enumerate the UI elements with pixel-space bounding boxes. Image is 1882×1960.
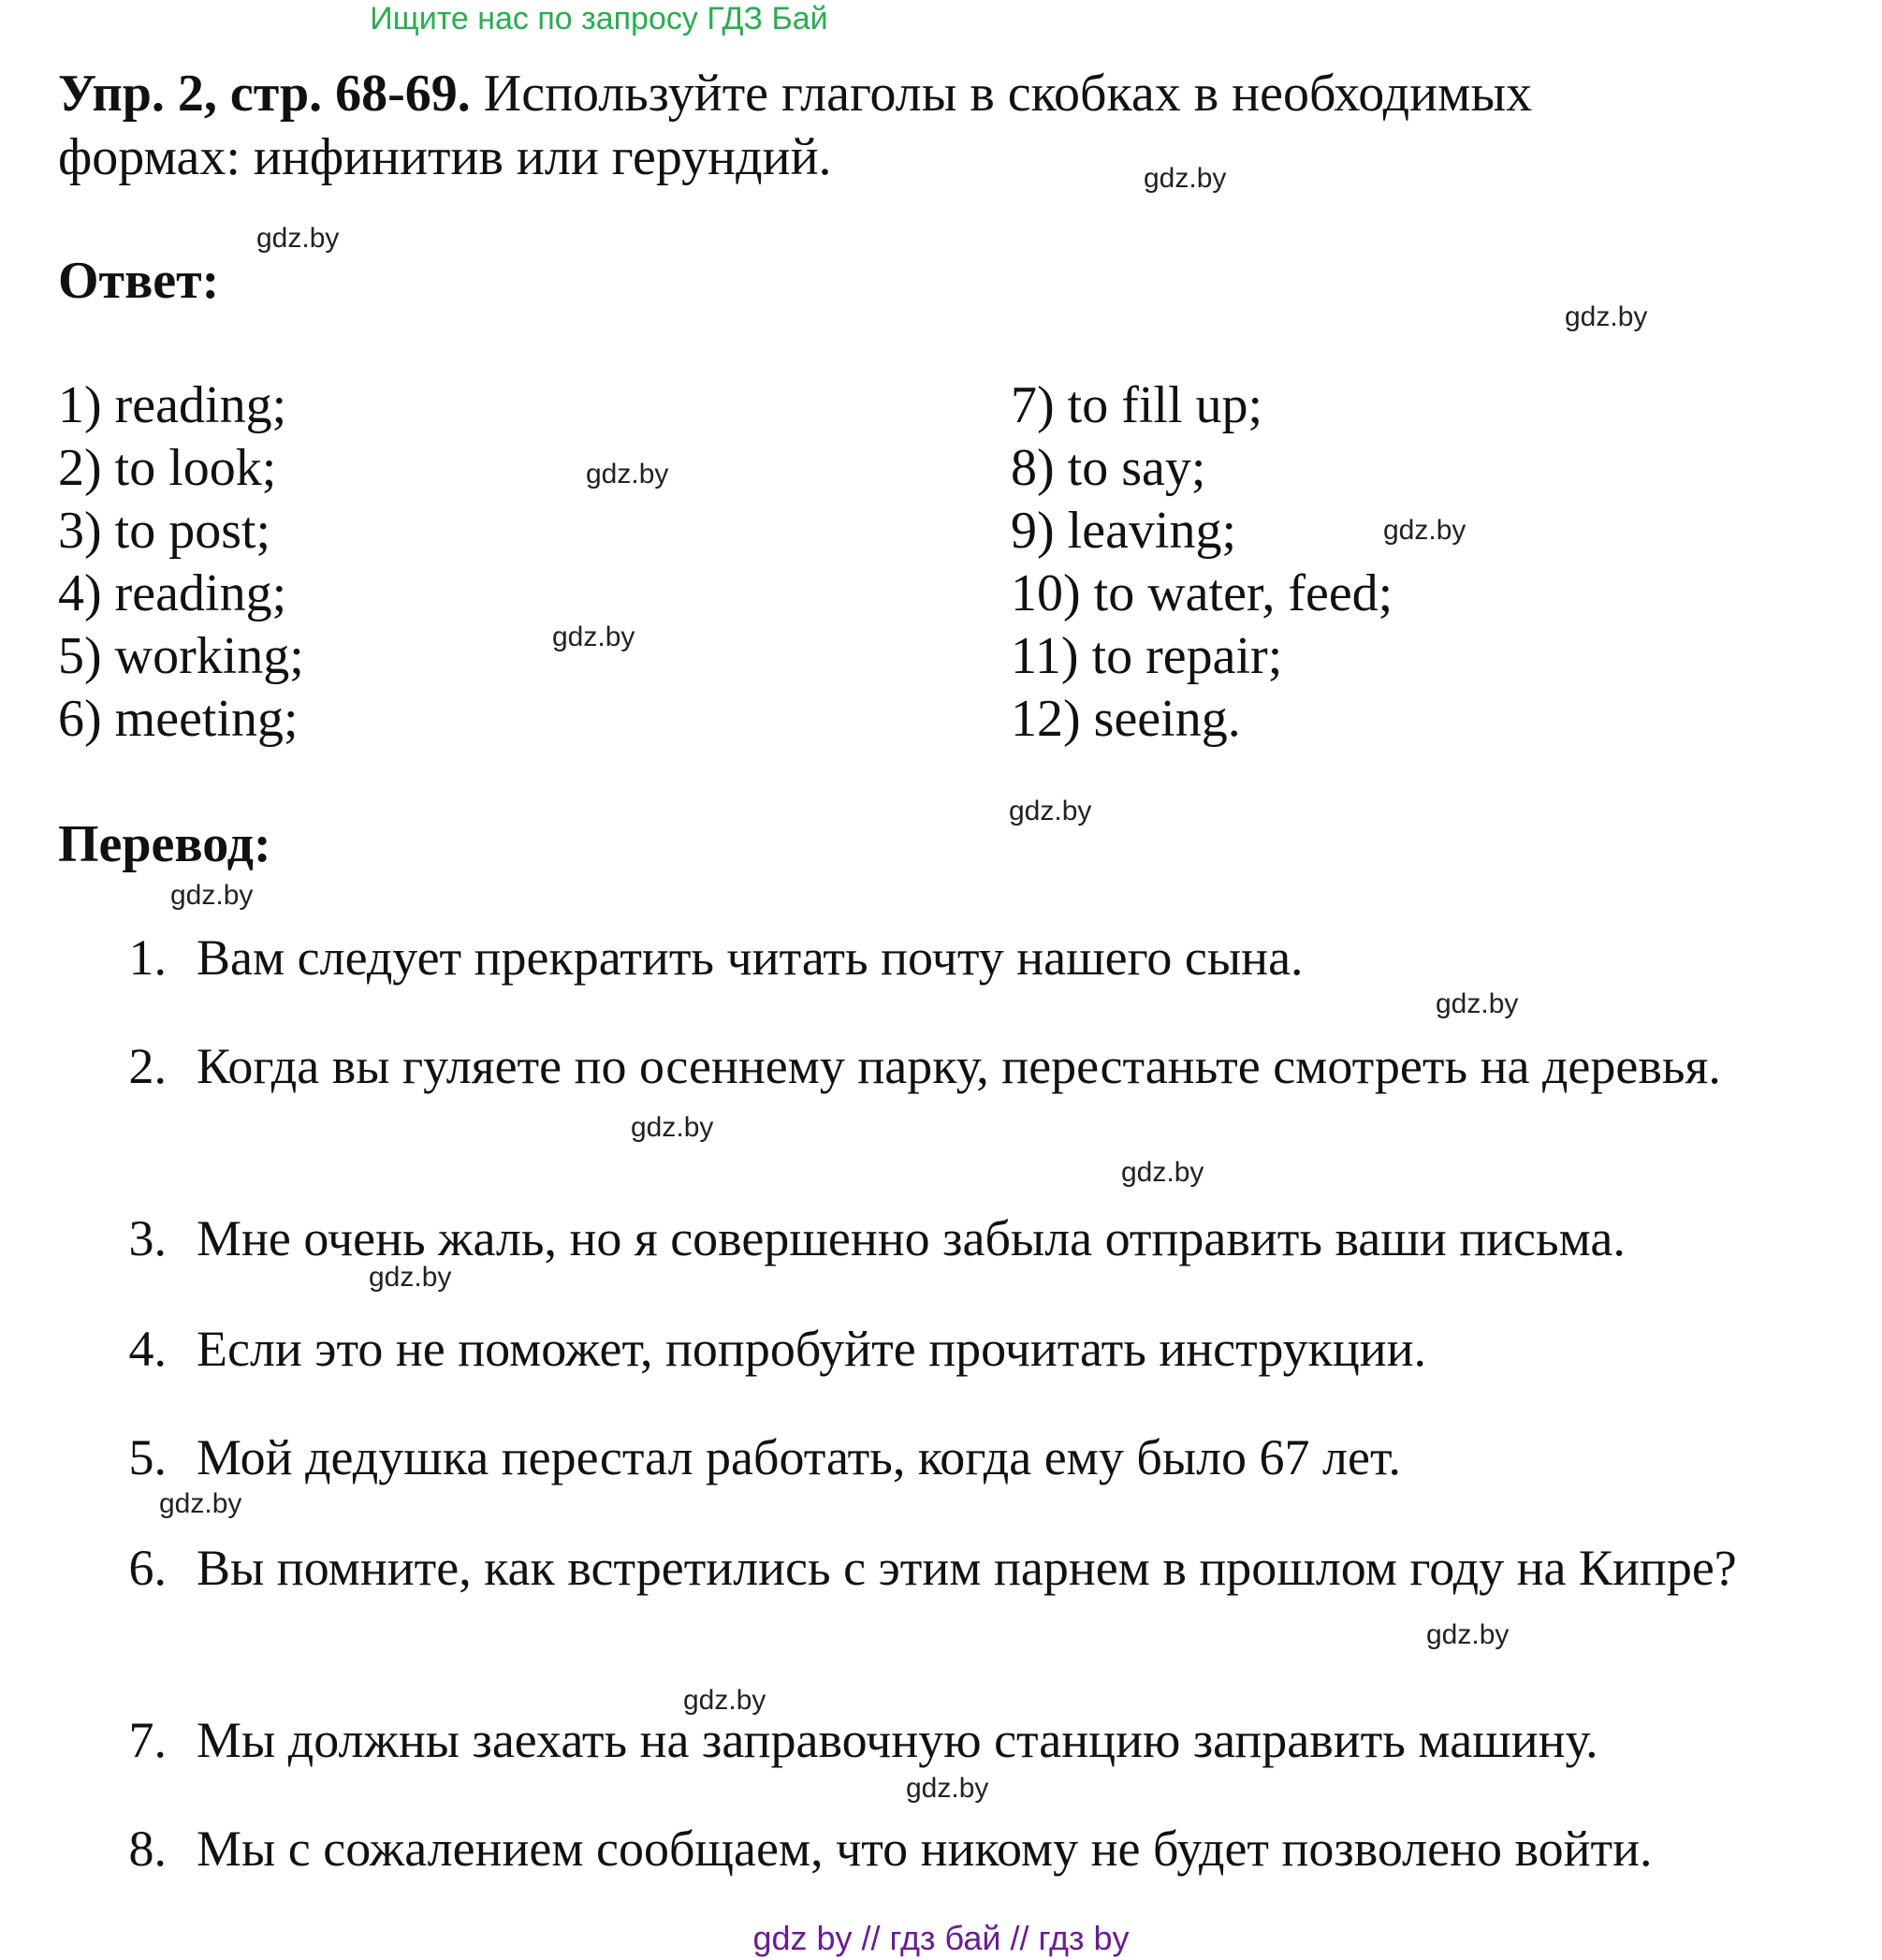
translation-number: 2. bbox=[128, 1038, 167, 1094]
top-banner: Ищите нас по запросу ГДЗ Бай bbox=[370, 1, 828, 37]
watermark: gdz.by bbox=[552, 622, 635, 652]
answer-10: 10) to water, feed; bbox=[1011, 564, 1393, 622]
answer-3: 3) to post; bbox=[58, 502, 271, 560]
watermark: gdz.by bbox=[159, 1488, 242, 1519]
watermark: gdz.by bbox=[1009, 796, 1092, 826]
watermark: gdz.by bbox=[631, 1112, 714, 1143]
translation-number: 1. bbox=[128, 929, 167, 986]
answer-heading: Ответ: bbox=[58, 252, 220, 310]
answer-6: 6) meeting; bbox=[58, 690, 299, 748]
watermark: gdz.by bbox=[906, 1773, 989, 1804]
answer-11: 11) to repair; bbox=[1011, 627, 1283, 685]
answer-12: 12) seeing. bbox=[1011, 690, 1241, 748]
translation-text: Вы помните, как встретились с этим парнем в прошлом году на Кипре? bbox=[197, 1540, 1737, 1596]
translation-number: 3. bbox=[128, 1210, 167, 1266]
translation-text: Мы с сожалением сообщаем, что никому не будет позволено войти. bbox=[197, 1821, 1653, 1877]
watermark: gdz.by bbox=[1565, 301, 1648, 332]
translation-text: Мне очень жаль, но я совершенно забыла отправить ваши письма. bbox=[197, 1210, 1626, 1266]
watermark: gdz.by bbox=[170, 880, 254, 911]
watermark: gdz.by bbox=[683, 1685, 766, 1716]
answer-4: 4) reading; bbox=[58, 564, 287, 622]
answer-2: 2) to look; bbox=[58, 439, 277, 497]
translation-number: 6. bbox=[128, 1540, 167, 1596]
watermark: gdz.by bbox=[369, 1262, 452, 1293]
task-reference: Упр. 2, стр. 68-69. bbox=[58, 65, 471, 123]
translation-number: 8. bbox=[128, 1821, 167, 1877]
translation-number: 7. bbox=[128, 1712, 167, 1768]
watermark: gdz.by bbox=[586, 459, 669, 490]
translation-number: 4. bbox=[128, 1321, 167, 1377]
answer-1: 1) reading; bbox=[58, 376, 287, 434]
translation-heading: Перевод: bbox=[58, 815, 271, 873]
translation-text: Вам следует прекратить читать почту нашего сына. bbox=[197, 929, 1304, 986]
answer-7: 7) to fill up; bbox=[1011, 376, 1263, 434]
watermark: gdz.by bbox=[1436, 988, 1519, 1019]
answer-5: 5) working; bbox=[58, 627, 304, 685]
watermark: gdz.by bbox=[1383, 515, 1466, 546]
translation-text: Мы должны заехать на заправочную станцию заправить машину. bbox=[197, 1712, 1598, 1768]
translation-number: 5. bbox=[128, 1429, 167, 1485]
translation-text: Мой дедушка перестал работать, когда ему было 67 лет. bbox=[197, 1429, 1402, 1485]
footer-links: gdz by // гдз бай // гдз by bbox=[752, 1919, 1130, 1957]
task-text: Используйте глаголы в скобках в необходимых формах: инфинитив или герундий. bbox=[58, 65, 1533, 186]
translation-text: Если это не поможет, попробуйте прочитать инструкции. bbox=[197, 1321, 1427, 1377]
translation-text: Когда вы гуляете по осеннему парку, перестаньте смотреть на деревья. bbox=[197, 1038, 1721, 1094]
watermark: gdz.by bbox=[1426, 1619, 1510, 1650]
answer-9: 9) leaving; bbox=[1011, 502, 1237, 560]
answer-8: 8) to say; bbox=[1011, 439, 1206, 497]
task-statement bbox=[58, 62, 1649, 189]
watermark: gdz.by bbox=[1121, 1157, 1204, 1188]
watermark: gdz.by bbox=[1144, 163, 1227, 194]
watermark: gdz.by bbox=[256, 223, 340, 254]
